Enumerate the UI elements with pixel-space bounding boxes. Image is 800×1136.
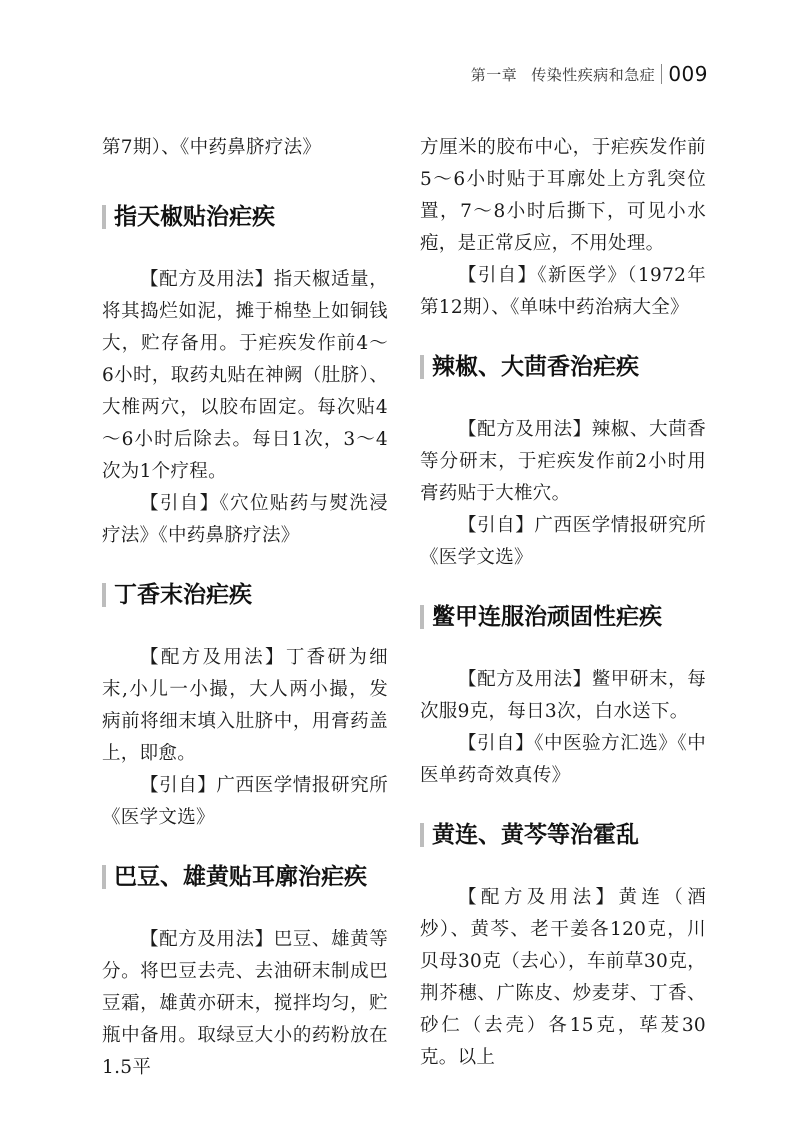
section-title-text: 指天椒贴治疟疾: [114, 204, 275, 230]
method-label: 【配方及用法】: [458, 669, 592, 690]
source-paragraph: [102, 488, 388, 552]
continued-paragraph: 方厘米的胶布中心，于疟疾发作前5～6小时贴于耳廓处上方乳突位置，7～8小时后撕下，可见小水疱，是正常反应，不用处理。: [420, 137, 706, 254]
title-bar-icon: [102, 583, 106, 607]
running-header: [471, 62, 708, 86]
page-number: 009: [668, 62, 708, 86]
section-title: [102, 580, 388, 610]
section-title-text: 巴豆、雄黄贴耳廓治疟疾: [114, 864, 367, 890]
source-paragraph: [420, 728, 706, 792]
section-title-text: 黄连、黄芩等治霍乱: [432, 822, 639, 848]
header-divider: [661, 64, 662, 84]
title-bar-icon: [420, 355, 424, 379]
source-text: 广西医学情报研究所《医学文选》: [102, 775, 389, 828]
source-paragraph: [420, 510, 706, 574]
title-bar-icon: [102, 865, 106, 889]
source-text: 《新医学》（1972年第12期）、《单味中药治病大全》: [420, 265, 706, 318]
section-title: [420, 352, 706, 382]
section-title: [420, 820, 706, 850]
method-paragraph: [102, 264, 388, 488]
source-label: 【引自】: [140, 775, 217, 796]
method-text: 巴豆、雄黄等分。将巴豆去壳、去油研末制成巴豆霜，雄黄亦研末，搅拌均匀，贮瓶中备用。取绿豆大小的药粉放在1.5平: [102, 929, 388, 1078]
method-label: 【配方及用法】: [140, 929, 274, 950]
section-title-text: 辣椒、大茴香治疟疾: [432, 354, 639, 380]
section-title: [102, 202, 388, 232]
title-bar-icon: [420, 823, 424, 847]
section-title-text: 丁香末治疟疾: [114, 582, 252, 608]
source-label: 【引自】: [458, 733, 535, 754]
method-paragraph: [102, 642, 388, 770]
method-text: 鳖甲研末，每次服9克，每日3次，白水送下。: [420, 669, 706, 722]
method-paragraph: [420, 414, 706, 510]
method-label: 【配方及用法】: [458, 887, 619, 908]
method-paragraph: [420, 882, 706, 1074]
section-title-text: 鳖甲连服治顽固性疟疾: [432, 604, 662, 630]
source-label: 【引自】: [458, 265, 538, 286]
method-text: 丁香研为细末,小儿一小撮，大人两小撮，发病前将细末填入肚脐中，用膏药盖上，即愈。: [102, 647, 388, 764]
left-column: [102, 132, 388, 1084]
title-bar-icon: [420, 605, 424, 629]
method-text: 指天椒适量，将其捣烂如泥，摊于棉垫上如铜钱大，贮存备用。于疟疾发作前4～6小时，取药丸贴在神阙（肚脐）、大椎两穴，以胶布固定。每次贴4～6小时后除去。每日1次，3～4次为1个疗程。: [102, 269, 388, 482]
source-label: 【引自】: [458, 515, 535, 536]
method-label: 【配方及用法】: [458, 419, 592, 440]
method-paragraph: [102, 924, 388, 1084]
chapter-title: 传染性疾病和急症: [531, 65, 656, 84]
right-column: [420, 132, 706, 1074]
source-paragraph: [102, 770, 388, 834]
chapter-number: 第一章: [470, 65, 518, 84]
method-label: 【配方及用法】: [140, 647, 286, 668]
method-text: 黄连（酒炒）、黄芩、老干姜各120克，川贝母30克（去心），车前草30克，荆芥穗、广陈皮、炒麦芽、丁香、砂仁（去壳）各15克，荜茇30克。以上: [420, 887, 706, 1068]
source-paragraph: [420, 260, 706, 324]
continued-citation: 第7期）、《中药鼻脐疗法》: [102, 137, 322, 158]
method-label: 【配方及用法】: [140, 269, 274, 290]
source-text: 《中医验方汇选》《中医单药奇效真传》: [420, 733, 706, 786]
method-text: 辣椒、大茴香等分研末，于疟疾发作前2小时用膏药贴于大椎穴。: [420, 419, 706, 504]
source-label: 【引自】: [140, 493, 220, 514]
method-paragraph: [420, 664, 706, 728]
source-text: 广西医学情报研究所《医学文选》: [420, 515, 707, 568]
section-title: [420, 602, 706, 632]
source-text: 《穴位贴药与熨洗浸疗法》《中药鼻脐疗法》: [102, 493, 388, 546]
title-bar-icon: [102, 205, 106, 229]
section-title: [102, 862, 388, 892]
